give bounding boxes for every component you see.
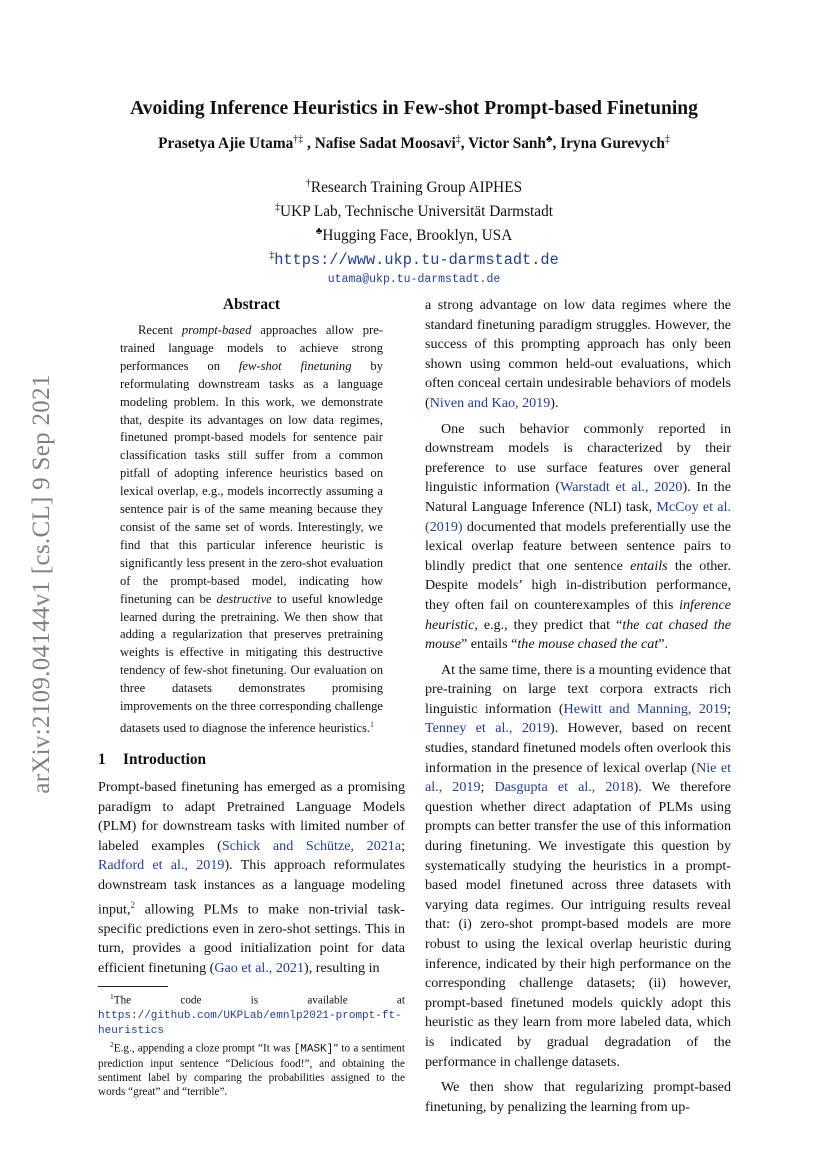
- author-name: Nafise Sadat Moosavi: [314, 135, 456, 153]
- left-column: [98, 296, 405, 979]
- citation-link[interactable]: Warstadt et al., 2020: [560, 479, 683, 496]
- author-affiliation-mark: ♣: [545, 134, 553, 145]
- section-heading-introduction: 1 Introduction: [98, 751, 207, 769]
- author-name: Prasetya Ajie Utama: [158, 135, 294, 153]
- abstract-heading: Abstract: [223, 296, 280, 313]
- author-affiliation-mark: †‡: [293, 134, 304, 145]
- intro-paragraph: Prompt-based finetuning has emerged as a promising paradigm to adapt Pretrained Language Models (PLM) for downstream tasks with limited number of labeled examples (Schick and Schütze, 2021a; Radford et al., 2019). This approach reformulates downstream task instances as a language modeling input,$^2$ allowing PLMs to make non-trivial task-specific predictions even in zero-shot settings. This in turn, provides a good initialization point for data efficient finetuning (Gao et al., 2021), resulting in: [98, 779, 406, 977]
- citation-link[interactable]: Radford et al., 2019: [98, 857, 225, 874]
- author-name: Iryna Gurevych: [560, 135, 665, 153]
- citation-link[interactable]: Schick and Schütze, 2021a: [221, 837, 402, 854]
- affiliation-url[interactable]: ‡https://www.ukp.tu-darmstadt.de: [269, 250, 559, 270]
- author-affiliation-mark: ‡: [455, 134, 461, 145]
- footnotes: [98, 990, 405, 1099]
- code-link[interactable]: https://github.com/UKPLab/emnlp2021-prompt-ft-heuristics: [98, 1009, 402, 1037]
- affiliation-line: ♣Hugging Face, Brooklyn, USA: [315, 226, 513, 245]
- affiliation-line: †Research Training Group AIPHES: [305, 178, 523, 197]
- footnote: $^1$The code is available at https://github.com/UKPLab/emnlp2021-prompt-ft-heuristics: [98, 992, 405, 1037]
- citation-link[interactable]: McCoy et al. (2019): [425, 498, 731, 535]
- footnote-divider: [98, 986, 168, 987]
- affiliation-line: ‡UKP Lab, Technische Universität Darmstadt: [275, 202, 553, 221]
- intro-paragraph: One such behavior commonly reported in downstream models is characterized by their preference to use surface features over general linguistic information (Warstadt et al., 2020). In the Natural Language Inference (NLI) task, McCoy et al. (2019) documented that models preferentially use the lexical overlap feature between sentence pairs to blindly predict that one sentence entails the other. Despite models’ high in-distribution performance, they often fail on counterexamples of this inference heuristic, e.g., they predict that “the cat chased the mouse” entails “the mouse chased the cat”.: [425, 420, 731, 653]
- footnote-ref[interactable]: 1: [370, 719, 375, 729]
- footnote-ref[interactable]: 2: [130, 899, 135, 910]
- arxiv-identifier: arXiv:2109.04144v1 [cs.CL] 9 Sep 2021: [28, 374, 55, 794]
- url-link[interactable]: https://www.ukp.tu-darmstadt.de: [274, 251, 559, 270]
- intro-paragraph: a strong advantage on low data regimes where the standard finetuning paradigm struggles. However, the success of this prompting approach has only been shown using common held-out evaluations, which often conceal certain undesirable behaviors of models (Niven and Kao, 2019).: [425, 297, 731, 411]
- citation-link[interactable]: Hewitt and Manning, 2019: [563, 700, 728, 717]
- intro-paragraph: We then show that regularizing prompt-based finetuning, by penalizing the learning from up-: [425, 1079, 731, 1115]
- citation-link[interactable]: Niven and Kao, 2019: [429, 394, 551, 411]
- citation-link[interactable]: Nie et al., 2019: [425, 759, 731, 796]
- footnote: $^2$E.g., appending a cloze prompt “It was [MASK]” to a sentiment prediction input sentence “Delicious food!”, and obtaining the sentiment label by comparing the probabilities assigned to the words “great” and “terrible”.: [98, 1040, 405, 1099]
- author-name: Victor Sanh: [468, 135, 546, 153]
- abstract-text: Recent prompt-based approaches allow pre-trained language models to achieve strong performances on few-shot finetuning by reformulating downstream tasks as a language modeling problem. In this work, we demonstrate that, despite its advantages on low data regimes, finetuned prompt-based models for sentence pair classification tasks still suffer from a common pitfall of adopting inference heuristics based on lexical overlap, e.g., models incorrectly assuming a sentence pair is of the same meaning because they consist of the same set of words. Interestingly, we find that this particular inference heuristic is significantly less present in the zero-shot evaluation of the prompt-based model, indicating how finetuning can be destructive to useful knowledge learned during the pretraining. We then show that adding a regularization that preserves pretraining weights is effective in mitigating this destructive tendency of few-shot finetuning. Our evaluation on three datasets demonstrates promising improvements on the three corresponding challenge datasets used to diagnose the inference heuristics.$^1$: [120, 323, 383, 736]
- citation-link[interactable]: Gao et al., 2021: [214, 960, 305, 977]
- affiliations: [0, 174, 828, 289]
- author-email[interactable]: utama@ukp.tu-darmstadt.de: [327, 273, 501, 287]
- intro-paragraph: At the same time, there is a mounting evidence that pre-training on large text corpora extracts rich linguistic information (Hewitt and Manning, 2019; Tenney et al., 2019). However, based on recent studies, standard finetuned models often overlook this information in the presence of lexical overlap (Nie et al., 2019; Dasgupta et al., 2018). We therefore question whether direct adaptation of PLMs using prompts can better transfer the use of this information during finetuning. We investigate this question by systematically studying the heuristics in a prompt-based model finetuned across three datasets with varying data regimes. Our intriguing results reveal that: (i) zero-shot prompt-based models are more robust to using the lexical overlap heuristic during inference, indicated by their high performance on the corresponding challenge datasets; (ii) however, prompt-based finetuned models quickly adopt this heuristic as they learn from more labeled data, which is indicated by gradual degradation of the performance in challenge datasets.: [425, 661, 731, 1070]
- citation-link[interactable]: Tenney et al., 2019: [425, 720, 551, 737]
- right-column: [425, 296, 731, 1117]
- citation-link[interactable]: Dasgupta et al., 2018: [494, 779, 634, 796]
- author-list: Prasetya Ajie Utama†‡ , Nafise Sadat Moosavi‡, Victor Sanh♣, Iryna Gurevych‡: [158, 134, 670, 153]
- author-affiliation-mark: ‡: [664, 134, 670, 145]
- paper-title: Avoiding Inference Heuristics in Few-shot Prompt-based Finetuning: [130, 98, 698, 119]
